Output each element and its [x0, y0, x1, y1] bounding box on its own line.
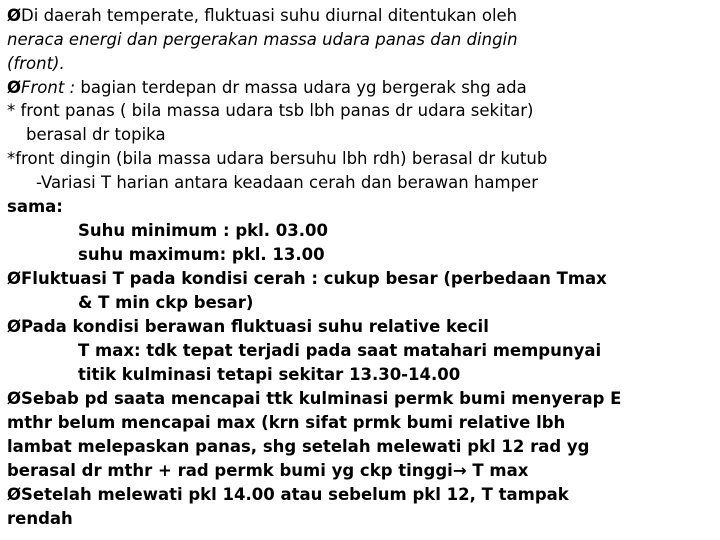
- line-15: T max: tdk tepat terjadi pada saat matahari mempunyai: [78, 341, 602, 360]
- line-14: ØPada kondisi berawan fluktuasi suhu relative kecil: [7, 317, 489, 336]
- line-19: lambat melepaskan panas, shg setelah melewati pkl 12 rad yg: [7, 437, 590, 456]
- line-10: Suhu minimum : pkl. 03.00: [78, 221, 328, 240]
- bullet-marker: Ø: [7, 485, 22, 504]
- bullet-marker: Ø: [7, 269, 22, 288]
- line-6: berasal dr topika: [26, 125, 166, 144]
- line-11: suhu maximum: pkl. 13.00: [78, 245, 325, 264]
- bullet-marker: Ø: [7, 78, 22, 97]
- line-3: (front).: [7, 54, 65, 73]
- line-16: titik kulminasi tetapi sekitar 13.30-14.00: [78, 365, 461, 384]
- line-5: * front panas ( bila massa udara tsb lbh panas dr udara sekitar): [7, 101, 534, 120]
- line-22: rendah: [7, 509, 73, 528]
- line-17: ØSebab pd saata mencapai ttk kulminasi permk bumi menyerap E: [7, 389, 622, 408]
- bullet-marker: Ø: [7, 6, 22, 25]
- bullet-marker: Ø: [7, 317, 22, 336]
- line-8: -Variasi T harian antara keadaan cerah dan berawan hamper: [36, 173, 538, 192]
- line-2: neraca energi dan pergerakan massa udara panas dan dingin: [7, 30, 518, 49]
- front-term: Front :: [21, 78, 76, 97]
- line-4: ØFront : bagian terdepan dr massa udara yg bergerak shg ada: [7, 78, 527, 97]
- line-7: *front dingin (bila massa udara bersuhu lbh rdh) berasal dr kutub: [7, 149, 548, 168]
- line-9: sama:: [7, 197, 63, 216]
- line-12: ØFluktuasi T pada kondisi cerah : cukup besar (perbedaan Tmax: [7, 269, 607, 288]
- arrow-right-icon: →: [452, 461, 467, 480]
- line-13: & T min ckp besar): [78, 293, 254, 312]
- bullet-marker: Ø: [7, 389, 22, 408]
- line-20: berasal dr mthr + rad permk bumi yg ckp tinggi→ T max: [7, 461, 529, 480]
- line-18: mthr belum mencapai max (krn sifat prmk bumi relative lbh: [7, 413, 566, 432]
- line-1: ØDi daerah temperate, fluktuasi suhu diurnal ditentukan oleh: [7, 6, 518, 25]
- line-21: ØSetelah melewati pkl 14.00 atau sebelum pkl 12, T tampak: [7, 485, 569, 504]
